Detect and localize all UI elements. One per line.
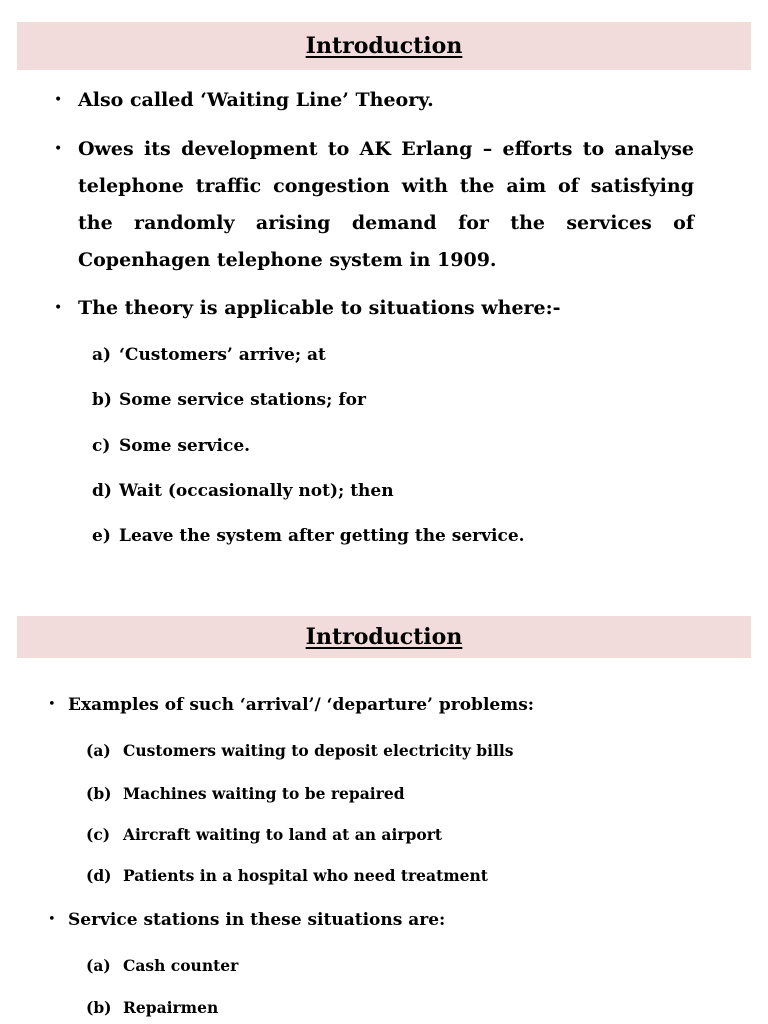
slide-1-title: Introduction <box>17 22 751 70</box>
list-text: Some service stations; for <box>119 390 366 410</box>
list-text: Repairmen <box>123 998 219 1017</box>
list-item <box>86 740 514 762</box>
bullet-item <box>48 693 728 717</box>
bullet-text: Examples of such ‘arrival’/ ‘departure’ problems: <box>68 695 535 715</box>
list-item <box>92 388 366 412</box>
list-item <box>86 955 238 977</box>
list-marker: (c) <box>86 825 111 844</box>
list-marker: c) <box>92 436 111 456</box>
list-item <box>86 824 442 846</box>
bullet-dot-icon: • <box>54 300 63 316</box>
list-text: Cash counter <box>123 956 239 975</box>
list-text: Machines waiting to be repaired <box>123 784 405 803</box>
bullet-item <box>48 908 728 932</box>
list-item <box>92 479 394 503</box>
list-text: ‘Customers’ arrive; at <box>119 345 326 365</box>
bullet-text: The theory is applicable to situations where:- <box>78 297 561 319</box>
list-marker: (b) <box>86 784 112 803</box>
list-text: Aircraft waiting to land at an airport <box>123 825 443 844</box>
list-item <box>86 783 405 805</box>
bullet-text: Service stations in these situations are: <box>68 910 446 930</box>
bullet-item <box>54 82 694 119</box>
list-item <box>86 865 488 887</box>
list-item <box>92 343 326 367</box>
list-text: Some service. <box>119 436 251 456</box>
bullet-item <box>54 290 694 327</box>
list-text: Patients in a hospital who need treatment <box>123 866 488 885</box>
list-text: Customers waiting to deposit electricity bills <box>123 741 514 760</box>
bullet-item <box>54 131 694 279</box>
list-text: Wait (occasionally not); then <box>119 481 394 501</box>
list-marker: b) <box>92 390 112 410</box>
list-marker: a) <box>92 345 112 365</box>
list-marker: (b) <box>86 998 112 1017</box>
list-marker: (d) <box>86 866 112 885</box>
list-marker: (a) <box>86 741 111 760</box>
bullet-dot-icon: • <box>54 141 63 157</box>
list-marker: d) <box>92 481 112 501</box>
list-text: Leave the system after getting the service. <box>119 526 525 546</box>
bullet-text: Also called ‘Waiting Line’ Theory. <box>78 89 434 111</box>
bullet-dot-icon: • <box>48 697 56 712</box>
list-marker: e) <box>92 526 111 546</box>
list-item <box>92 434 250 458</box>
list-item <box>86 997 218 1019</box>
bullet-dot-icon: • <box>48 912 56 927</box>
slide-2 <box>0 600 768 1024</box>
bullet-dot-icon: • <box>54 92 63 108</box>
slide-2-title: Introduction <box>17 616 751 658</box>
list-marker: (a) <box>86 956 111 975</box>
bullet-text: Owes its development to AK Erlang – efforts to analyse telephone traffic congestion with the aim of satisfying the randomly arising demand for the services of Copenhagen telephone system in 1909. <box>78 138 694 271</box>
list-item <box>92 524 525 548</box>
